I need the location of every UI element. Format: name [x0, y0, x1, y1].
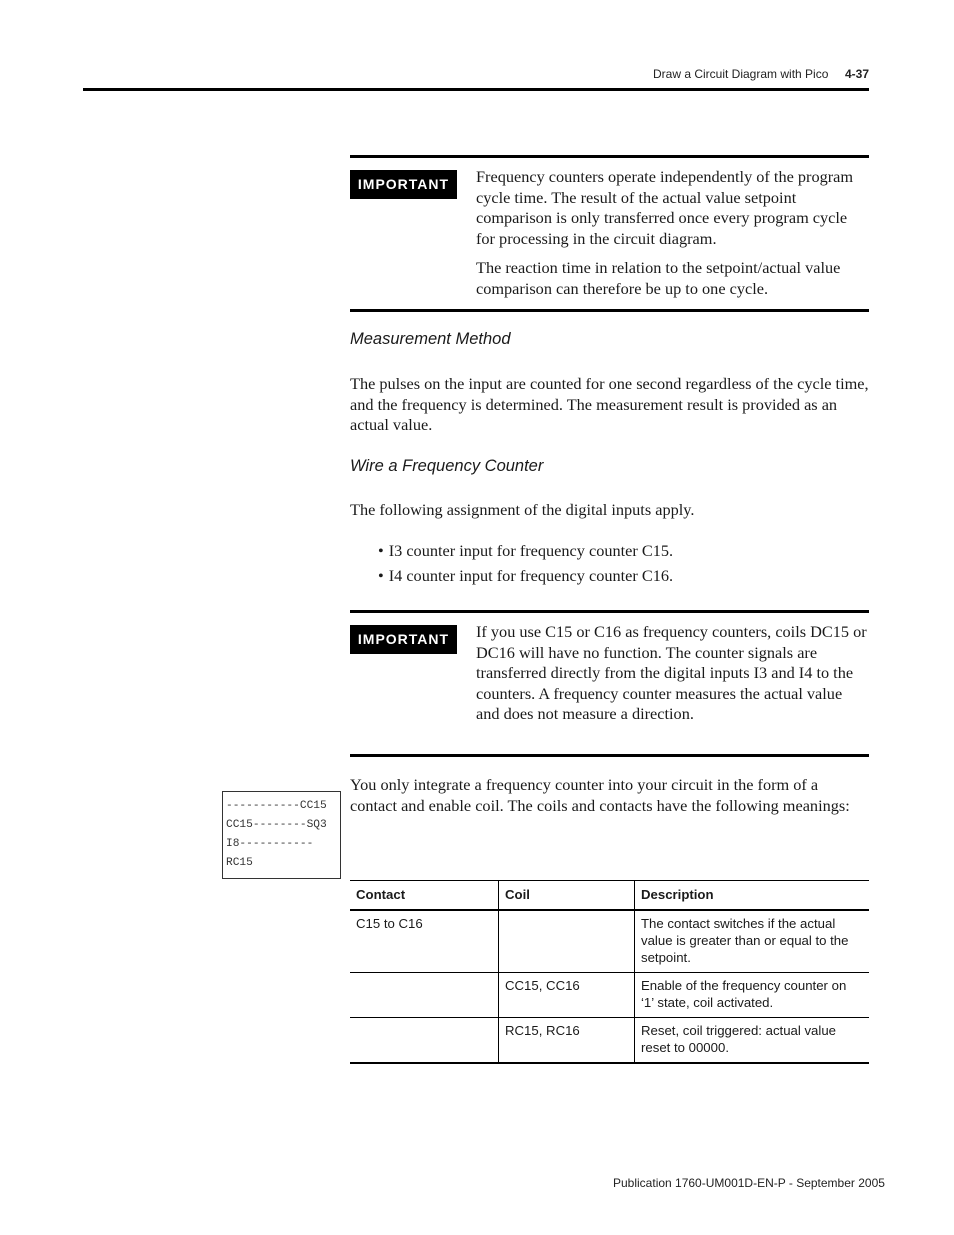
- table-cell: [350, 973, 499, 1018]
- integration-paragraph: You only integrate a frequency counter into your circuit in the form of a contact and enable coil. The coils and contacts have the following meanings:: [350, 775, 850, 815]
- important-label: IMPORTANT: [350, 170, 457, 199]
- circuit-diagram-display: [222, 791, 341, 879]
- important-text-1: [476, 167, 868, 299]
- table-cell: CC15, CC16: [499, 973, 635, 1018]
- diagram-line: I8-----------: [226, 838, 314, 850]
- table-cell: Reset, coil triggered: actual value reset to 00000.: [635, 1018, 870, 1064]
- important-box-1: [350, 155, 869, 312]
- diagram-line: -----------CC15: [226, 800, 327, 812]
- header-rule: [83, 88, 869, 91]
- table-row: [350, 1018, 869, 1064]
- table-cell: Enable of the frequency counter on ‘1’ state, coil activated.: [635, 973, 870, 1018]
- list-item: • I3 counter input for frequency counter C15.: [378, 541, 674, 560]
- column-header-contact: Contact: [350, 881, 499, 911]
- important-paragraph: Frequency counters operate independently of the program cycle time. The result of the actual value setpoint comparison is only transferred once every program cycle for processing in the circuit diagram.: [476, 167, 854, 248]
- section-heading-wire-frequency-counter: Wire a Frequency Counter: [350, 457, 544, 475]
- column-header-description: Description: [635, 881, 870, 911]
- publication-footer: Publication 1760-UM001D-EN-P - September 2005: [613, 1176, 885, 1190]
- section-heading-measurement-method: Measurement Method: [350, 330, 511, 348]
- important-paragraph: If you use C15 or C16 as frequency counters, coils DC15 or DC16 will have no function. The counter signals are transferred directly from the digital inputs I3 and I4 to the counters. A frequency counter measures the actual value and does not measure a direction.: [476, 622, 867, 723]
- important-box-2: [350, 610, 869, 757]
- wire-intro-paragraph: The following assignment of the digital inputs apply.: [350, 500, 695, 519]
- input-assignment-list: [378, 541, 673, 591]
- measurement-method-paragraph: The pulses on the input are counted for one second regardless of the cycle time, and the frequency is determined. The measurement result is provided as an actual value.: [350, 374, 869, 434]
- diagram-line: CC15--------SQ3: [226, 819, 327, 831]
- list-item: • I4 counter input for frequency counter C16.: [378, 566, 674, 585]
- table-cell: [499, 910, 635, 973]
- table-header-row: [350, 881, 869, 911]
- diagram-line: RC15: [226, 857, 253, 869]
- column-header-coil: Coil: [499, 881, 635, 911]
- table-cell: C15 to C16: [350, 910, 499, 973]
- table-cell: [350, 1018, 499, 1064]
- important-label: IMPORTANT: [350, 625, 457, 654]
- contacts-coils-table: [350, 880, 869, 1064]
- table-row: [350, 910, 869, 973]
- table-cell: RC15, RC16: [499, 1018, 635, 1064]
- table-cell: The contact switches if the actual value is greater than or equal to the setpoint.: [635, 910, 870, 973]
- important-text-2: [476, 622, 868, 725]
- page-number: 4-37: [845, 67, 870, 81]
- table-row: [350, 973, 869, 1018]
- important-paragraph: The reaction time in relation to the setpoint/actual value comparison can therefore be up to one cycle.: [476, 258, 841, 298]
- running-header-title: Draw a Circuit Diagram with Pico: [653, 67, 829, 81]
